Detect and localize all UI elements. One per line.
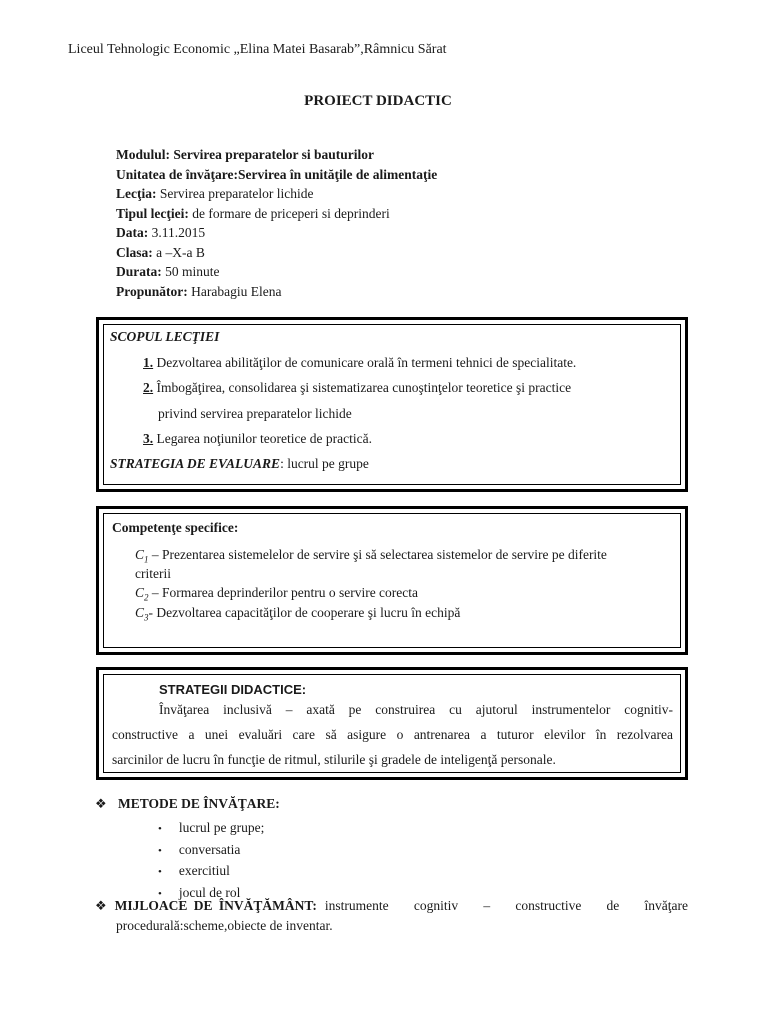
info-value: de formare de priceperi si deprinderi (192, 205, 390, 221)
list-item-text: exercitiul (178, 863, 230, 878)
scop-item-1 (143, 355, 576, 371)
strategy-label: STRATEGIA DE EVALUARE (110, 456, 281, 471)
strategii-heading: STRATEGII DIDACTICE: (159, 682, 307, 697)
competenta-c2 (135, 585, 418, 603)
info-value: Harabagiu Elena (191, 283, 282, 299)
scop-item-text: Legarea noţiunilor teoretice de practică. (156, 431, 373, 446)
list-item (158, 818, 264, 840)
strategii-line-3: sarcinilor de lucru în funcţie de ritmul, stilurile şi gradele de inteligenţă personale. (112, 752, 556, 767)
scop-item-2-cont: privind servirea preparatelor lichide (158, 406, 352, 421)
metode-section (95, 796, 280, 812)
info-label: Data: (116, 225, 149, 240)
info-value: 3.11.2015 (151, 225, 206, 240)
info-unitate (116, 165, 437, 185)
list-item (158, 840, 264, 862)
page-title: PROIECT DIDACTIC (304, 93, 452, 109)
bullet-icon: • (158, 866, 162, 878)
info-label: Tipul lecţiei: (116, 205, 189, 221)
competenta-letter: C (135, 605, 145, 620)
competente-heading: Competenţe specifice: (112, 520, 239, 535)
competenta-c3 (135, 605, 460, 623)
info-modul (116, 145, 437, 165)
info-value: Servirea preparatelor lichide (159, 186, 314, 201)
school-name: Liceul Tehnologic Economic „Elina Matei Basarab”,Râmnicu Sărat (68, 42, 447, 57)
info-propunator (116, 282, 437, 302)
strategy-evaluare (110, 456, 369, 472)
info-label: Durata: (116, 264, 162, 279)
strategy-value: : lucrul pe grupe (280, 456, 369, 471)
scop-item-text: Dezvoltarea abilităţilor de comunicare orală în termeni tehnici de specialitate. (156, 355, 577, 370)
list-item-text: jocul de rol (178, 884, 241, 900)
scop-item-3 (143, 431, 372, 447)
diamond-icon: ❖ (95, 898, 107, 913)
scop-box (96, 317, 688, 492)
competenta-c1-cont: criterii (135, 566, 171, 581)
info-data (116, 223, 437, 243)
info-value: Servirea în unităţile de alimentaţie (237, 166, 438, 182)
bullet-icon: • (158, 887, 162, 900)
diamond-icon: ❖ (95, 796, 107, 811)
scop-item-text: Îmbogăţirea, consolidarea şi sistematizarea cunoştinţelor teoretice şi practice (156, 380, 572, 395)
info-label: Propunător: (116, 283, 188, 299)
list-item-text: lucrul pe grupe; (178, 820, 265, 835)
strategii-line-1: Învăţarea inclusivă – axată pe construirea cu ajutorul instrumentelor cognitiv- (159, 702, 673, 717)
info-value: 50 minute (165, 264, 220, 279)
list-item-text: conversatia (178, 841, 241, 857)
competenta-text: – Prezentarea sistemelelor de servire şi să selectarea sistemelor de servire pe diferite (148, 547, 607, 562)
bullet-icon: • (158, 823, 162, 835)
info-label: Clasa: (116, 244, 153, 260)
competenta-index: 2 (144, 592, 149, 603)
info-value: Servirea preparatelor si bauturilor (173, 147, 374, 162)
scop-item-num: 2. (143, 380, 154, 395)
scop-item-num: 3. (143, 431, 154, 446)
info-lectia (116, 184, 437, 204)
scop-item-num: 1. (143, 355, 154, 370)
competenta-text: - Dezvoltarea capacităţilor de cooperare şi lucru în echipă (148, 605, 461, 620)
mijloace-line-2: procedurală:scheme,obiecte de inventar. (116, 918, 333, 933)
competenta-index: 1 (144, 554, 149, 565)
strategii-box (96, 667, 688, 780)
info-label: Unitatea de învăţare: (116, 166, 238, 182)
info-clasa (116, 243, 437, 263)
competenta-text: – Formarea deprinderilor pentru o servire corecta (148, 585, 419, 600)
competenta-letter: C (135, 547, 145, 562)
info-value: a –X-a B (156, 244, 205, 260)
competenta-letter: C (135, 585, 145, 600)
competenta-c1 (135, 547, 607, 565)
info-durata (116, 262, 437, 282)
mijloace-section (95, 898, 688, 914)
mijloace-label: MIJLOACE DE ÎNVĂŢĂMÂNT: (114, 898, 317, 913)
lesson-info (116, 145, 437, 301)
info-label: Modulul: (116, 147, 171, 162)
competente-box (96, 506, 688, 655)
info-label: Lecţia: (116, 186, 157, 201)
bullet-icon: • (158, 844, 162, 857)
metode-list (158, 818, 264, 904)
metode-heading: METODE DE ÎNVĂŢARE: (118, 796, 280, 811)
mijloace-line-1: instrumente cognitiv – constructive de învăţare (324, 898, 688, 913)
strategii-line-2: constructive a unei evaluări care să asigure o antrenarea a tuturor elevilor în rezolvarea (112, 727, 673, 742)
info-tip (116, 204, 437, 224)
list-item (158, 861, 264, 883)
scop-item-2 (143, 380, 571, 396)
scop-heading: SCOPUL LECŢIEI (110, 329, 220, 344)
competenta-index: 3 (144, 612, 149, 623)
